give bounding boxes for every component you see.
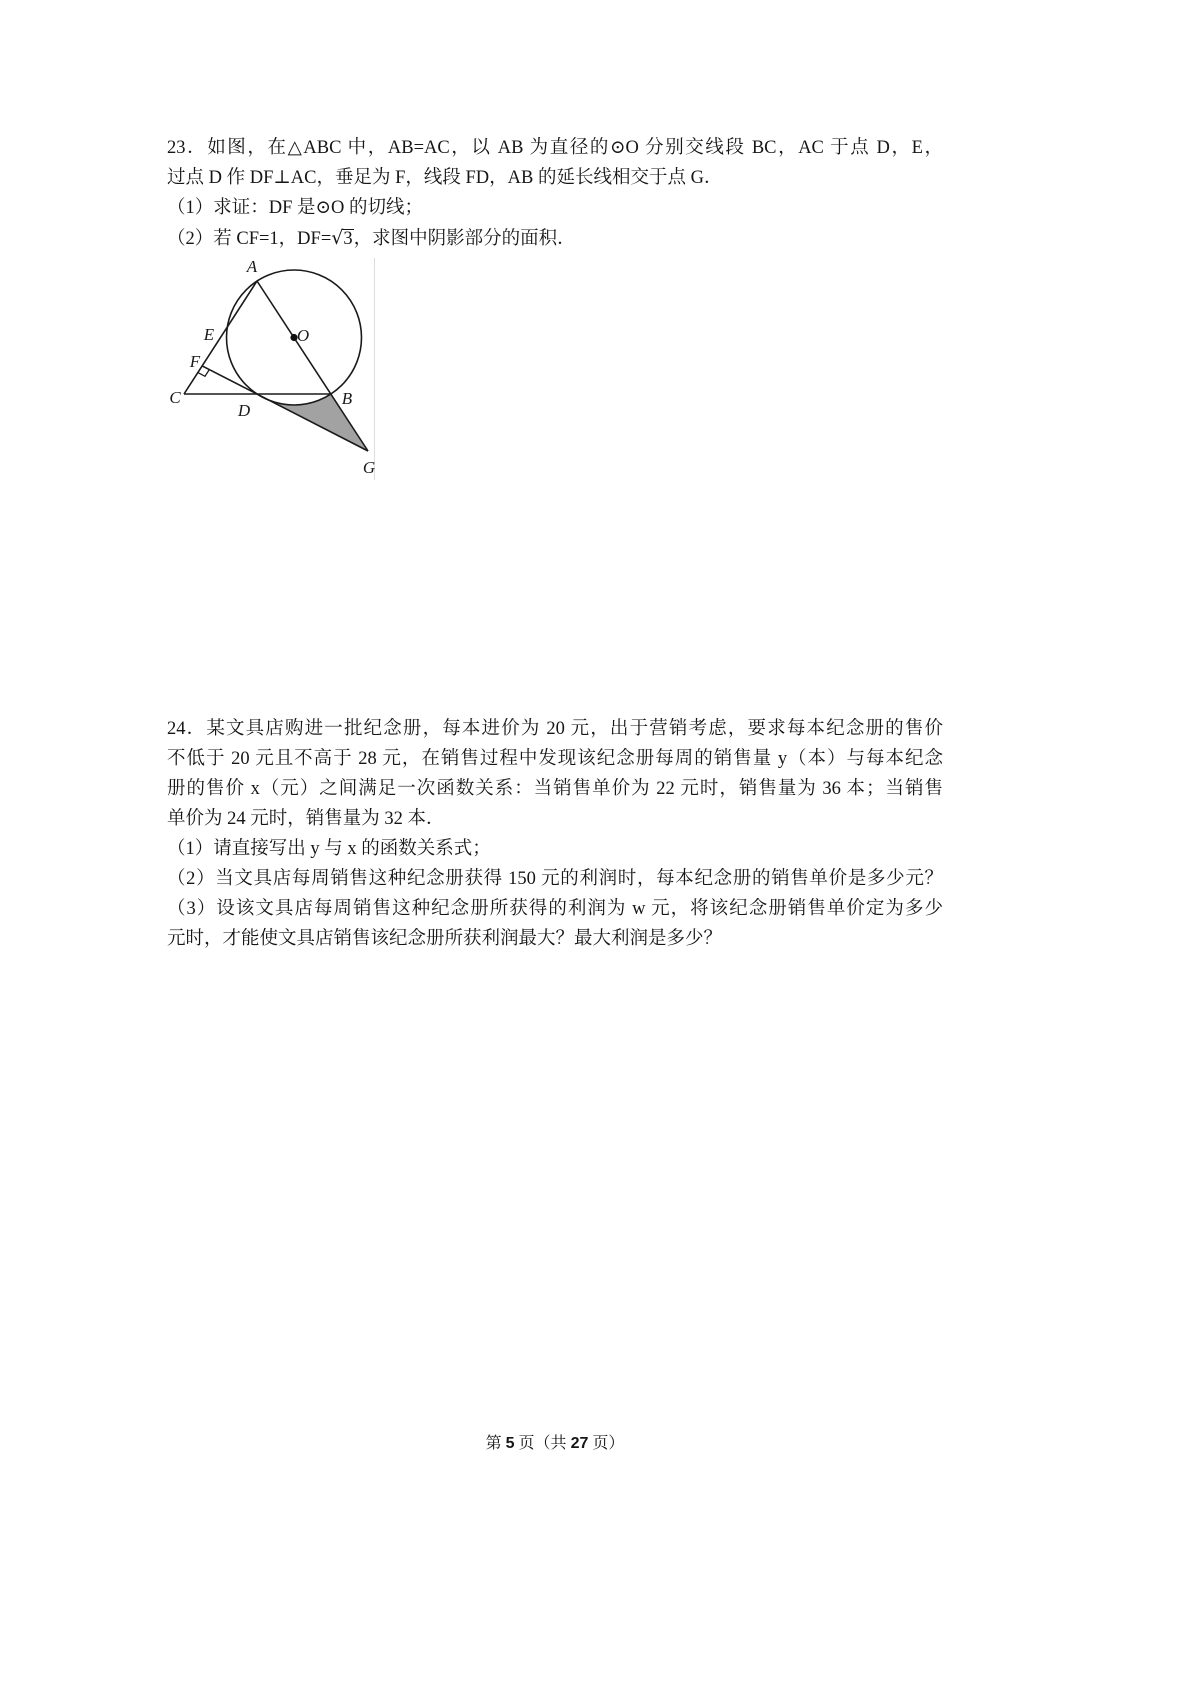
problem-24-line-3: 册的售价 x（元）之间满足一次函数关系：当销售单价为 22 元时，销售量为 36 本；当销售 xyxy=(167,779,943,799)
label-e: E xyxy=(203,325,215,344)
line-fg xyxy=(202,366,368,451)
problem-23-part-2 xyxy=(167,223,943,253)
footer-prefix: 第 xyxy=(485,1435,506,1452)
problem-24-part-3-line-2: 元时，才能使文具店销售该纪念册所获利润最大？最大利润是多少？ xyxy=(167,929,723,949)
label-d: D xyxy=(237,401,251,420)
part-2-suffix: ，求图中阴影部分的面积． xyxy=(353,229,576,249)
geometry-figure xyxy=(160,250,385,485)
problem-24-part-3-line-1: （3）设该文具店每周销售这种纪念册所获得的利润为 w 元，将该纪念册销售单价定为多少 xyxy=(167,899,943,919)
problem-24-part-1: （1）请直接写出 y 与 x 的函数关系式； xyxy=(167,839,491,859)
part-2-prefix: （2）若 CF=1，DF= xyxy=(167,229,332,249)
total-page-count: 27 xyxy=(570,1435,589,1452)
label-c: C xyxy=(169,388,181,407)
problem-24 xyxy=(167,714,943,954)
radical-sign: √ xyxy=(331,227,344,249)
problem-23-part-1: （1）求证：DF 是⊙O 的切线； xyxy=(167,198,424,218)
problem-24-line-4: 单价为 24 元时，销售量为 32 本． xyxy=(167,809,445,829)
label-o: O xyxy=(296,326,310,345)
problem-23-line-1: 23．如图，在△ABC 中，AB=AC，以 AB 为直径的⊙O 分别交线段 BC，AC 于点 D，E， xyxy=(167,138,943,158)
footer-middle: 页（共 xyxy=(514,1435,571,1452)
problem-24-line-2: 不低于 20 元且不高于 28 元，在销售过程中发现该纪念册每周的销售量 y（本）与每本纪念 xyxy=(167,749,943,769)
problem-23 xyxy=(167,133,943,253)
segment-ac xyxy=(184,281,257,394)
current-page-number: 5 xyxy=(505,1435,515,1452)
page-footer xyxy=(167,1432,943,1456)
line-ag xyxy=(257,281,368,451)
footer-suffix: 页） xyxy=(588,1435,625,1452)
problem-24-line-1: 24．某文具店购进一批纪念册，每本进价为 20 元，出于营销考虑，要求每本纪念册的售价 xyxy=(167,719,943,739)
problem-24-part-2: （2）当文具店每周销售这种纪念册获得 150 元的利润时，每本纪念册的销售单价是多少元？ xyxy=(167,869,943,889)
label-b: B xyxy=(341,389,353,408)
label-f: F xyxy=(189,352,201,371)
label-g: G xyxy=(362,458,376,477)
problem-23-line-2: 过点 D 作 DF⊥AC，垂足为 F，线段 FD，AB 的延长线相交于点 G． xyxy=(167,168,723,188)
label-a: A xyxy=(246,257,258,276)
radicand: 3 xyxy=(343,229,353,249)
